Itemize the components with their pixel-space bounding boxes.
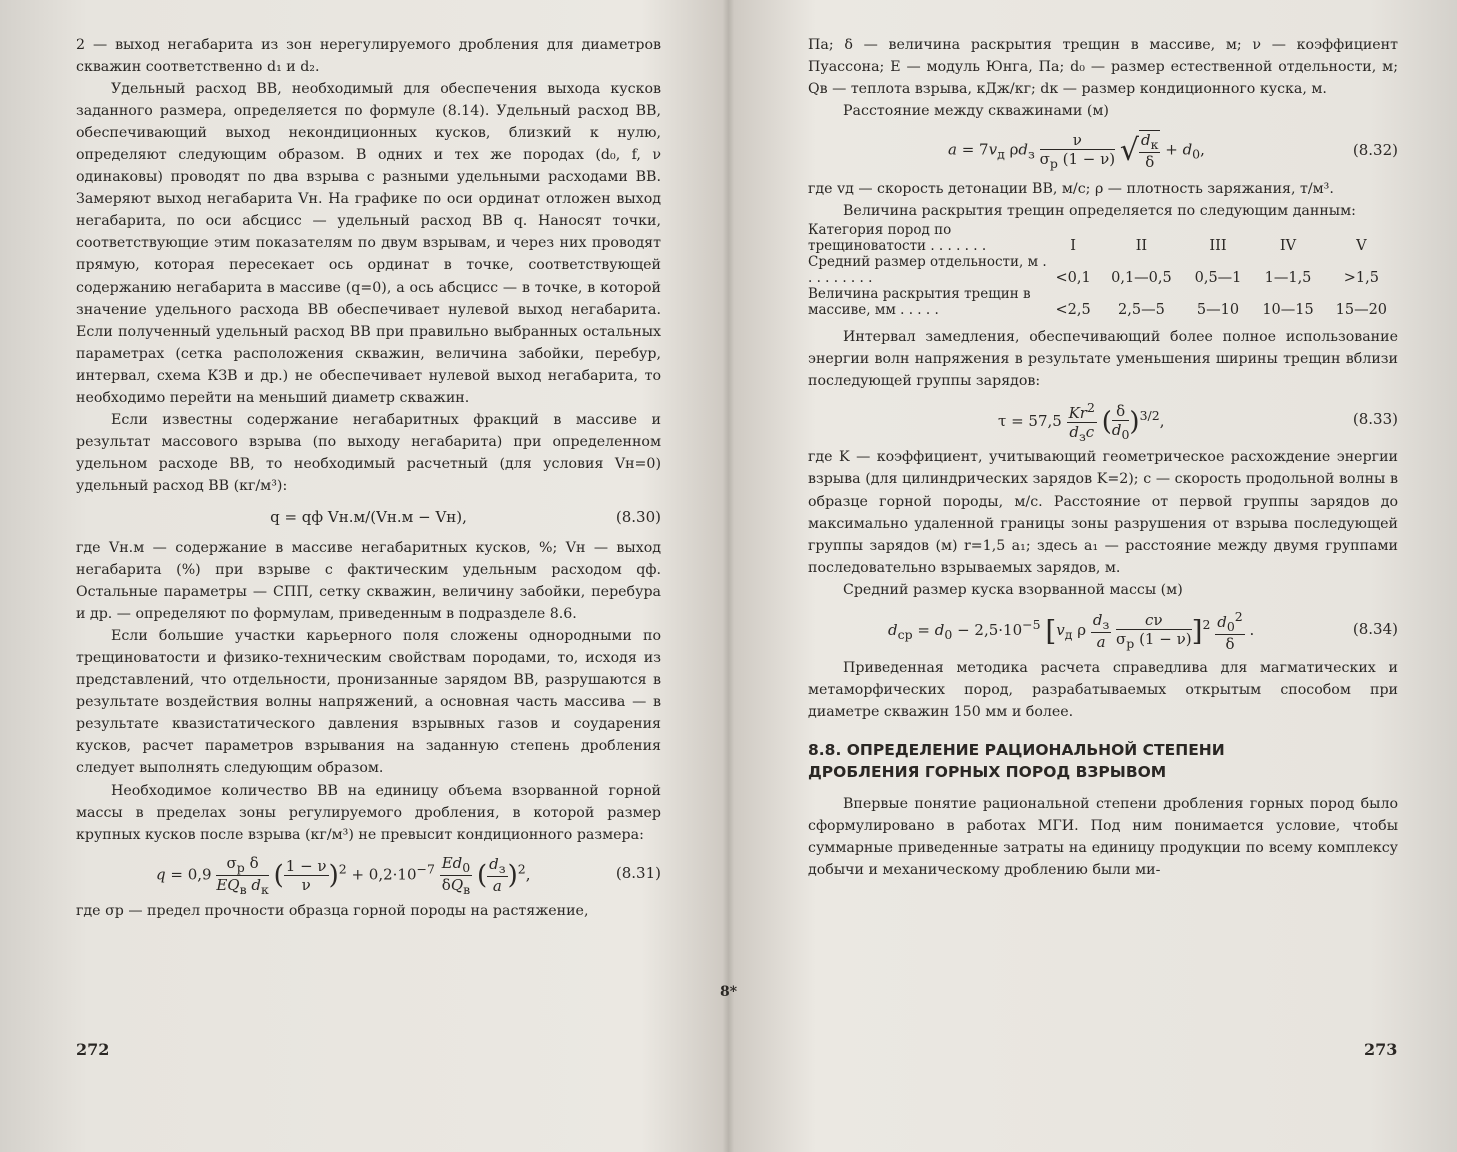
equation-number: (8.34) bbox=[1352, 619, 1398, 638]
table-cell: V bbox=[1356, 238, 1367, 255]
page-number-left: 272 bbox=[76, 1040, 110, 1059]
paragraph: Впервые понятие рациональной степени дробления горных пород было сформулировано в работах МГИ. Под ним понимается условие, чтобы суммарные приведенные затраты на единицу продукции по всему комплексу добычи и механическому дроблению были ми- bbox=[808, 795, 1398, 879]
equation-text: q = qф Vн.м/(Vн.м − Vн), bbox=[270, 507, 467, 526]
equation-number: (8.32) bbox=[1352, 141, 1398, 160]
paragraph: Расстояние между скважинами (м) bbox=[843, 103, 1109, 120]
equation-body: τ = 57,5 $\frac{Kr^2}{d_зc}$ ( $\frac{\delta}{d_0}$ )$^{3/2}$, bbox=[998, 400, 1165, 445]
paragraph: Удельный расход ВВ, необходимый для обеспечения выхода кусков заданного размера, определяется по формуле (8.14). Удельный расход ВВ, обеспечивающий выход некондиционных кусков, близкий к нулю, определяют следующим образом. В одних и тех же породах (d₀, f, ν одинаковы) проводят по два взрыва с разными удельными расходами ВВ. Замеряют выход негабарита Vн. На графике по оси ординат отложен выход негабарита, по оси абсцисс — удельный расход ВВ q. Наносят точки, соответствующие этим показателям по двум взрывам, и через них проводят прямую, которая пересекает ось ординат в точке, соответствующей содержанию негабарита в массиве (q=0), а ось абсцисс — в точке, в которой значение удельного расхода ВВ обеспечивает нулевой выход негабарита. Если полученный удельный расход ВВ при правильно выбранных остальных параметрах (сетка расположения скважин, величина забойки, перебур, интервал, схема КЗВ и др.) не обеспечивает нулевой выход негабарита, то необходимо перейти на меньший диаметр скважин. bbox=[76, 81, 661, 406]
paragraph: Средний размер куска взорванной массы (м) bbox=[843, 581, 1183, 598]
equation-8-33 bbox=[808, 392, 1398, 446]
equation-8-30 bbox=[76, 497, 661, 537]
table-cell: Категория пород по трещиноватости . . . . . . . bbox=[808, 222, 987, 255]
equation-body: $d_{ср} = d_0 - 2,5\cdot 10^{-5}$ [$v_д$ ρ $\frac{d_з}{a}$ $\frac{c\nu}{\sigma_р (1 - \nu)}$ ]$^2$ $\frac{d_0^2}{\delta}$ . bbox=[888, 608, 1255, 653]
right-page bbox=[808, 34, 1398, 881]
heading-line: ДРОБЛЕНИЯ ГОРНЫХ ПОРОД ВЗРЫВОМ bbox=[808, 762, 1167, 781]
table-cell: 2,5—5 bbox=[1118, 302, 1165, 319]
paragraph: Необходимое количество ВВ на единицу объема взорванной горной массы в пределах зоны регулируемого дробления, в которой размер крупных кусков после взрыва (кг/м³) не превысит кондиционного размера: bbox=[76, 782, 661, 843]
paragraph: 2 — выход негабарита из зон нерегулируемого дробления для диаметров скважин соответственно d₁ и d₂. bbox=[76, 37, 661, 76]
table-cell: 0,1—0,5 bbox=[1111, 270, 1172, 287]
equation-8-34 bbox=[808, 601, 1398, 657]
heading-line: 8.8. ОПРЕДЕЛЕНИЕ РАЦИОНАЛЬНОЙ СТЕПЕНИ bbox=[808, 740, 1225, 759]
table-cell: IV bbox=[1279, 238, 1297, 255]
table-cell: Величина раскрытия трещин в массиве, мм . . . . . bbox=[808, 286, 1031, 319]
paragraph: Приведенная методика расчета справедлива для магматических и метаморфических пород, разрабатываемых открытым способом при диаметре скважин 150 мм и более. bbox=[808, 659, 1398, 720]
table-cell: II bbox=[1135, 238, 1148, 255]
page-number-right: 273 bbox=[1364, 1040, 1398, 1059]
equation-8-32 bbox=[808, 122, 1398, 178]
equation-number: (8.31) bbox=[615, 863, 661, 882]
section-heading bbox=[808, 739, 1398, 783]
paragraph: Величина раскрытия трещин определяется по следующим данным: bbox=[843, 203, 1356, 220]
table-cell: 5—10 bbox=[1196, 302, 1240, 319]
paragraph: где K — коэффициент, учитывающий геометрическое расхождение энергии взрыва (для цилиндрических зарядов K=2); c — скорость продольной волны в образце горной породы, м/с. Расстояние от первой группы зарядов до максимально удаленной границы зоны разрушения от взрыва последующей группы зарядов (м) r=1,5 a₁; здесь a₁ — расстояние между двумя группами последовательно взрываемых зарядов, м. bbox=[808, 449, 1398, 576]
table-cell: 0,5—1 bbox=[1194, 270, 1242, 287]
table-cell: 1—1,5 bbox=[1264, 270, 1312, 287]
paragraph: где vд — скорость детонации ВВ, м/с; ρ — плотность заряжания, т/м³. bbox=[808, 181, 1334, 198]
gutter-mark: 8* bbox=[720, 984, 738, 1000]
paragraph: Интервал замедления, обеспечивающий более полное использование энергии волн напряжения в результате уменьшения ширины трещин вблизи последующей группы зарядов: bbox=[808, 329, 1398, 390]
equation-body: $a = 7v_д$ $\rho d_з$ $\frac{\nu}{\sigma_р (1 - \nu)}$ √ $\frac{d_к}{\delta}$ + $d_0$, bbox=[948, 130, 1205, 172]
table-cell: III bbox=[1209, 238, 1227, 255]
table-cell: 10—15 bbox=[1262, 302, 1314, 319]
table-row bbox=[808, 254, 1398, 286]
left-page bbox=[76, 34, 661, 922]
table-cell: Средний размер отдельности, м . . . . . . . . . bbox=[808, 254, 1047, 287]
paragraph: Если большие участки карьерного поля сложены однородными по трещиноватости и физико-техническим свойствам породами, то, исходя из представлений, что отдельности, пронизанные зарядом ВВ, разрушаются в результате воздействия волны напряжений, а основная часть массива — в результате квазистатического давления взрывных газов и соударения кусков, расчет параметров взрывания на заданную степень дробления следует выполнять следующим образом. bbox=[76, 628, 661, 777]
equation-number: (8.30) bbox=[615, 507, 661, 526]
equation-number: (8.33) bbox=[1352, 410, 1398, 429]
equation-body: q = 0,9 $\frac{\sigma_р \delta}{EQ_в d_к}$ ( $\frac{1 - \nu}{\nu}$ )$^2 + 0,2\cdot 10^{-7}$ $\frac{Ed_0}{\delta Q_в}$ ( $\frac{d_з}{a}$ )$^2$, bbox=[156, 853, 531, 897]
table-row bbox=[808, 286, 1398, 318]
paragraph: Если известны содержание негабаритных фракций в массиве и результат массового взрыва (по выходу негабарита) при определенном удельном расходе ВВ, то необходимый расчетный (для условия Vн=0) удельный расход ВВ (кг/м³): bbox=[76, 411, 661, 494]
crack-table bbox=[808, 222, 1398, 318]
table-cell: I bbox=[1070, 238, 1076, 255]
table-cell: <0,1 bbox=[1055, 270, 1091, 287]
table-cell: 15—20 bbox=[1335, 302, 1388, 319]
paragraph: где Vн.м — содержание в массиве негабаритных кусков, %; Vн — выход негабарита (%) при взрыве с фактическим удельным расходом qф. Остальные параметры — СПП, сетку скважин, величину забойки, перебура и др. — определяют по формулам, приведенным в подразделе 8.6. bbox=[76, 539, 661, 623]
paragraph: Па; δ — величина раскрытия трещин в массиве, м; ν — коэффициент Пуассона; E — модуль Юнга, Па; d₀ — размер естественной отдельности, м; Qв — теплота взрыва, кДж/кг; dк — размер кондиционного куска, м. bbox=[808, 37, 1398, 98]
paragraph: где σр — предел прочности образца горной породы на растяжение, bbox=[76, 902, 589, 919]
equation-8-31 bbox=[76, 846, 661, 900]
table-cell: <2,5 bbox=[1055, 302, 1091, 319]
table-cell: >1,5 bbox=[1343, 270, 1379, 287]
table-row bbox=[808, 222, 1398, 254]
